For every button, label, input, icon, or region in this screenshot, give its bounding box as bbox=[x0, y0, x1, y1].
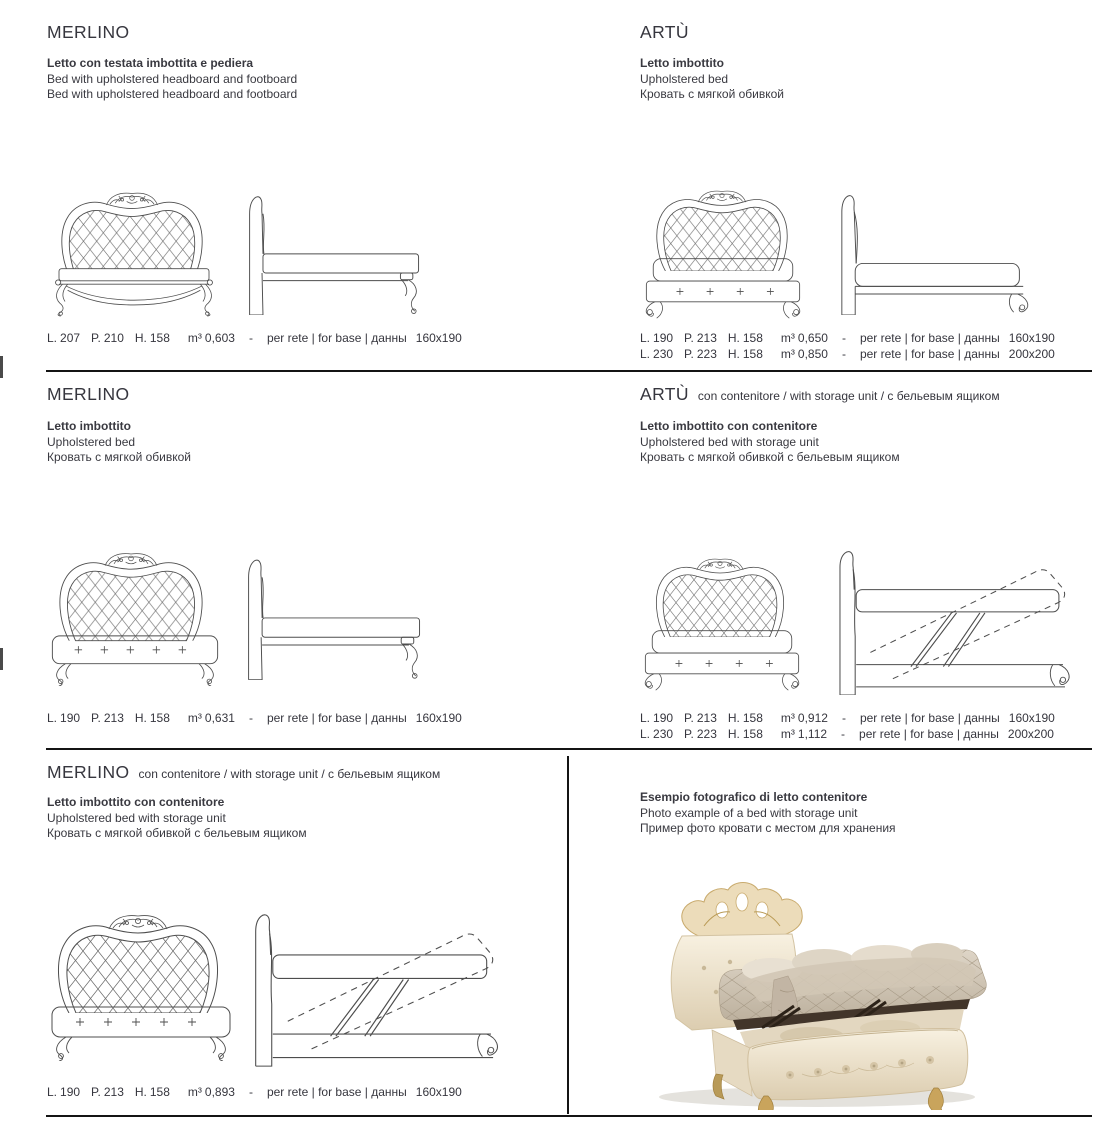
dash: - bbox=[248, 711, 253, 725]
bed-base-front-drawing bbox=[645, 631, 799, 690]
depth-value: 213 bbox=[696, 711, 717, 725]
bed-side-drawing bbox=[249, 560, 420, 680]
volume-label: m³ bbox=[780, 331, 795, 345]
product-name: ARTÙ bbox=[640, 22, 689, 42]
height-label: H. bbox=[134, 331, 147, 345]
section-title-artu-1 bbox=[640, 22, 698, 43]
length-label: L. bbox=[640, 331, 651, 345]
volume-value: 0,850 bbox=[797, 347, 828, 361]
desc-line-ru: Bed with upholstered headboard and footboard bbox=[47, 87, 298, 101]
depth-label: P. bbox=[91, 331, 101, 345]
desc-line-ru: Кровать с мягкой обивкой с бельевым ящиком bbox=[640, 450, 900, 464]
length-value: 190 bbox=[60, 711, 81, 725]
desc-line-en: Upholstered bed with storage unit bbox=[47, 810, 226, 825]
section-desc-artu-1 bbox=[640, 56, 784, 103]
volume-value: 0,631 bbox=[204, 711, 235, 725]
base-note: per rete | for base | данны bbox=[266, 331, 407, 345]
bed-side-drawing bbox=[250, 197, 419, 315]
height-label: H. bbox=[727, 711, 740, 725]
spec-row bbox=[640, 726, 1055, 742]
desc-line-it: Esempio fotografico di letto contenitore bbox=[640, 790, 868, 804]
depth-label: P. bbox=[684, 331, 694, 345]
length-label: L. bbox=[640, 727, 651, 741]
volume-value: 0,912 bbox=[797, 711, 828, 725]
base-size: 160x190 bbox=[1008, 331, 1055, 345]
volume-label: m³ bbox=[780, 711, 795, 725]
desc-line-it: Letto imbottito con contenitore bbox=[47, 795, 225, 809]
spec-row bbox=[640, 346, 1055, 362]
scan-artifact bbox=[0, 648, 3, 670]
length-value: 230 bbox=[653, 347, 674, 361]
desc-line-en: Photo example of a bed with storage unit bbox=[640, 805, 858, 820]
depth-label: P. bbox=[684, 347, 694, 361]
section-desc-merlino-1 bbox=[47, 56, 297, 103]
height-value: 158 bbox=[149, 1085, 170, 1099]
storage-bed-side-drawing bbox=[256, 915, 498, 1066]
section-divider bbox=[46, 370, 1092, 372]
spec-rows bbox=[640, 710, 1055, 742]
vertical-divider bbox=[567, 756, 569, 1114]
section-desc-photo bbox=[640, 790, 896, 837]
spec-row bbox=[47, 710, 462, 726]
depth-value: 223 bbox=[696, 347, 717, 361]
base-size: 200x200 bbox=[1008, 347, 1055, 361]
length-value: 190 bbox=[60, 1085, 81, 1099]
storage-bed-photo bbox=[612, 878, 1022, 1110]
volume-label: m³ bbox=[187, 711, 202, 725]
base-size: 160x190 bbox=[415, 331, 462, 345]
spec-row bbox=[47, 330, 462, 346]
bed-side-drawing bbox=[842, 196, 1028, 315]
base-note: per rete | for base | данны bbox=[266, 1085, 407, 1099]
depth-value: 210 bbox=[103, 331, 124, 345]
desc-line-ru: Кровать с мягкой обивкой bbox=[47, 450, 192, 464]
height-value: 158 bbox=[149, 331, 170, 345]
base-size: 160x190 bbox=[415, 711, 462, 725]
length-value: 207 bbox=[60, 331, 81, 345]
volume-value: 0,603 bbox=[204, 331, 235, 345]
merlino-bed-drawing bbox=[45, 183, 440, 318]
height-value: 158 bbox=[742, 711, 763, 725]
length-label: L. bbox=[640, 347, 651, 361]
depth-value: 213 bbox=[696, 331, 717, 345]
desc-line-en: Bed with upholstered headboard and footboard bbox=[47, 71, 298, 86]
product-name: MERLINO bbox=[47, 762, 130, 782]
volume-value: 0,650 bbox=[797, 331, 828, 345]
volume-value: 1,112 bbox=[797, 727, 828, 741]
height-label: H. bbox=[727, 347, 740, 361]
headboard-front-drawing bbox=[60, 554, 202, 641]
artu-storage-bed-drawing bbox=[633, 545, 1083, 697]
footboard-front-drawing bbox=[56, 269, 213, 316]
headboard-front-drawing bbox=[58, 916, 217, 1013]
desc-line-en: Upholstered bed with storage unit bbox=[640, 434, 819, 449]
section-title-merlino-2 bbox=[47, 384, 139, 405]
product-name: ARTÙ bbox=[640, 384, 689, 404]
height-value: 158 bbox=[149, 711, 170, 725]
spec-row bbox=[47, 1084, 462, 1100]
dash: - bbox=[841, 331, 846, 345]
base-size: 200x200 bbox=[1007, 727, 1054, 741]
depth-label: P. bbox=[91, 711, 101, 725]
desc-line-it: Letto imbottito bbox=[640, 56, 724, 70]
height-label: H. bbox=[727, 331, 740, 345]
height-label: H. bbox=[727, 727, 740, 741]
desc-line-it: Letto con testata imbottita e pediera bbox=[47, 56, 254, 70]
page-bottom-rule bbox=[46, 1115, 1092, 1117]
spec-row bbox=[640, 330, 1055, 346]
base-note: per rete | for base | данны bbox=[859, 727, 999, 741]
height-value: 158 bbox=[742, 331, 763, 345]
length-value: 230 bbox=[653, 727, 674, 741]
dash: - bbox=[248, 1085, 253, 1099]
storage-bed-side-drawing bbox=[840, 552, 1069, 695]
height-value: 158 bbox=[742, 727, 763, 741]
desc-line-ru: Кровать с мягкой обивкой bbox=[640, 87, 785, 101]
length-value: 190 bbox=[653, 711, 674, 725]
height-value: 158 bbox=[742, 347, 763, 361]
height-label: H. bbox=[134, 1085, 147, 1099]
base-note: per rete | for base | данны bbox=[859, 347, 1000, 361]
section-desc-merlino-3 bbox=[47, 795, 307, 842]
spec-row bbox=[640, 710, 1055, 726]
base-size: 160x190 bbox=[415, 1085, 462, 1099]
depth-label: P. bbox=[684, 711, 694, 725]
depth-label: P. bbox=[684, 727, 694, 741]
depth-value: 223 bbox=[696, 727, 717, 741]
desc-line-it: Letto imbottito bbox=[47, 419, 131, 433]
section-title-merlino-3 bbox=[47, 762, 440, 783]
length-label: L. bbox=[47, 711, 58, 725]
product-subtitle: con contenitore / with storage unit / с бельевым ящиком bbox=[697, 389, 1000, 403]
length-value: 190 bbox=[653, 331, 674, 345]
dash: - bbox=[841, 727, 846, 741]
dash: - bbox=[248, 331, 253, 345]
spec-rows bbox=[640, 330, 1055, 362]
section-title-artu-2 bbox=[640, 384, 1000, 405]
dash: - bbox=[841, 711, 846, 725]
base-note: per rete | for base | данны bbox=[266, 711, 407, 725]
desc-line-en: Upholstered bed bbox=[640, 71, 729, 86]
length-label: L. bbox=[47, 331, 58, 345]
product-name: MERLINO bbox=[47, 384, 130, 404]
scan-artifact bbox=[0, 356, 3, 378]
section-divider bbox=[46, 748, 1092, 750]
headboard-front-drawing bbox=[62, 193, 202, 279]
length-label: L. bbox=[640, 711, 651, 725]
desc-line-en: Upholstered bed bbox=[47, 434, 136, 449]
base-size: 160x190 bbox=[1008, 711, 1055, 725]
section-title-merlino-1 bbox=[47, 22, 139, 43]
bed-base-front-drawing bbox=[52, 636, 217, 686]
section-desc-artu-2 bbox=[640, 419, 900, 466]
artu-bed-drawing bbox=[633, 183, 1053, 320]
merlino-upholstered-bed-drawing bbox=[45, 548, 440, 688]
depth-label: P. bbox=[91, 1085, 101, 1099]
desc-line-ru: Пример фото кровати с местом для хранения bbox=[640, 821, 896, 835]
volume-label: m³ bbox=[780, 347, 795, 361]
product-subtitle: con contenitore / with storage unit / с бельевым ящиком bbox=[138, 767, 441, 781]
depth-value: 213 bbox=[103, 711, 124, 725]
bed-base-front-drawing bbox=[52, 1007, 230, 1061]
volume-label: m³ bbox=[187, 1085, 202, 1099]
section-desc-merlino-2 bbox=[47, 419, 191, 466]
product-name: MERLINO bbox=[47, 22, 130, 42]
dash: - bbox=[841, 347, 846, 361]
height-label: H. bbox=[134, 711, 147, 725]
merlino-storage-bed-drawing bbox=[45, 901, 510, 1076]
length-label: L. bbox=[47, 1085, 58, 1099]
volume-label: m³ bbox=[187, 331, 202, 345]
desc-line-ru: Кровать с мягкой обивкой с бельевым ящиком bbox=[47, 826, 307, 840]
base-note: per rete | for base | данны bbox=[859, 331, 1000, 345]
volume-label: m³ bbox=[780, 727, 795, 741]
desc-line-it: Letto imbottito con contenitore bbox=[640, 419, 818, 433]
headboard-front-drawing bbox=[656, 559, 783, 637]
volume-value: 0,893 bbox=[204, 1085, 235, 1099]
depth-value: 213 bbox=[103, 1085, 124, 1099]
base-note: per rete | for base | данны bbox=[859, 711, 1000, 725]
